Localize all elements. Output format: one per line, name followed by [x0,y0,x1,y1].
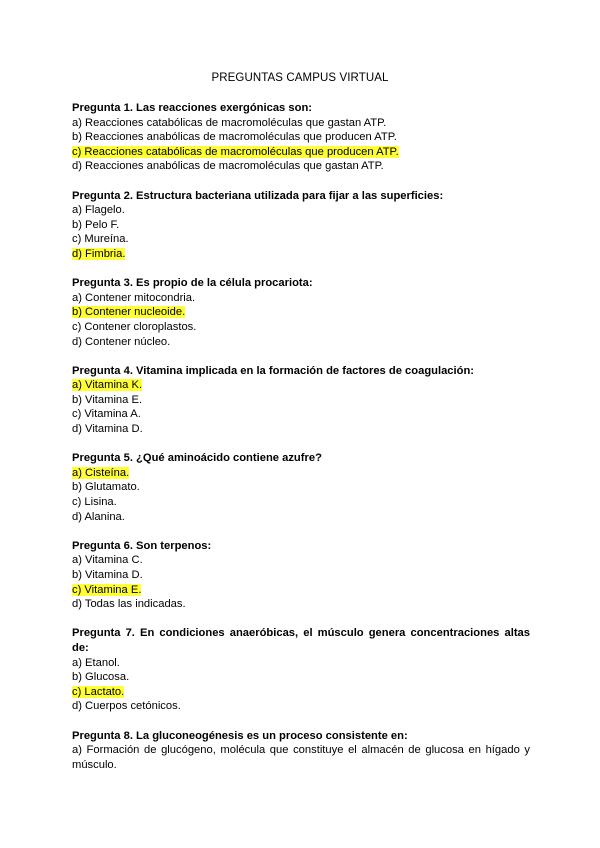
question-title: Pregunta 8. La gluconeogénesis es un proceso consistente en: [72,729,408,742]
question-title: Pregunta 5. ¿Qué aminoácido contiene azufre? [72,452,322,465]
option-a: a) Etanol. [72,656,120,669]
option-b: b) Glutamato. [72,481,140,494]
question-title: Pregunta 4. Vitamina implicada en la formación de factores de coagulación: [72,364,475,377]
option-c: c) Mureína. [72,233,129,246]
option-c-correct [72,583,530,598]
option-d: d) Alanina. [72,510,125,523]
question-title: Pregunta 1. Las reacciones exergónicas son: [72,102,313,114]
option-b-correct [72,305,530,320]
option-a: a) Formación de glucógeno, molécula que constituye el almacén de glucosa en hígado y músculo. [72,744,530,771]
option-c: c) Vitamina A. [72,408,141,421]
option-d: d) Contener núcleo. [72,335,171,348]
highlighted-answer: a) Cisteína. [72,466,130,479]
option-c-correct [72,685,530,700]
highlighted-answer: c) Reacciones catabólicas de macromoléculas que producen ATP. [72,145,399,158]
question-title: Pregunta 2. Estructura bacteriana utilizada para fijar a las superficies: [72,189,444,202]
highlighted-answer: c) Lactato. [72,685,125,698]
question-4 [72,364,530,437]
highlighted-answer: c) Vitamina E. [72,583,142,596]
option-c-correct [72,145,530,160]
option-b: b) Reacciones anabólicas de macromoléculas que producen ATP. [72,131,397,144]
questions-list [72,101,530,787]
option-d: d) Cuerpos cetónicos. [72,700,181,713]
question-1 [72,101,530,174]
question-title: Pregunta 7. En condiciones anaeróbicas, el músculo genera concentraciones altas de: [72,627,530,654]
question-2 [72,189,530,262]
option-b: b) Pelo F. [72,218,120,231]
question-6 [72,539,530,612]
option-b: b) Vitamina E. [72,393,143,406]
option-d: d) Vitamina D. [72,423,143,436]
option-a: a) Contener mitocondria. [72,291,196,304]
highlighted-answer: d) Fimbria. [72,247,126,260]
question-title: Pregunta 3. Es propio de la célula procariota: [72,277,313,290]
question-5 [72,451,530,524]
page-title: PREGUNTAS CAMPUS VIRTUAL [211,72,389,84]
highlighted-answer: b) Contener nucleoide. [72,306,186,319]
option-d: d) Reacciones anabólicas de macromoléculas que gastan ATP. [72,160,384,173]
option-a: a) Reacciones catabólicas de macromoléculas que gastan ATP. [72,116,387,129]
option-c: c) Lisina. [72,496,117,509]
option-b: b) Glucosa. [72,671,130,684]
question-3 [72,276,530,349]
option-c: c) Contener cloroplastos. [72,320,197,333]
question-title: Pregunta 6. Son terpenos: [72,539,212,552]
option-a-correct [72,378,530,393]
question-7 [72,626,530,714]
option-d-correct [72,247,530,262]
option-b: b) Vitamina D. [72,569,143,581]
highlighted-answer: a) Vitamina K. [72,379,143,392]
option-a-correct [72,466,530,481]
option-a: a) Flagelo. [72,204,125,217]
question-8 [72,729,530,773]
option-a: a) Vitamina C. [72,554,143,567]
option-d: d) Todas las indicadas. [72,598,186,611]
